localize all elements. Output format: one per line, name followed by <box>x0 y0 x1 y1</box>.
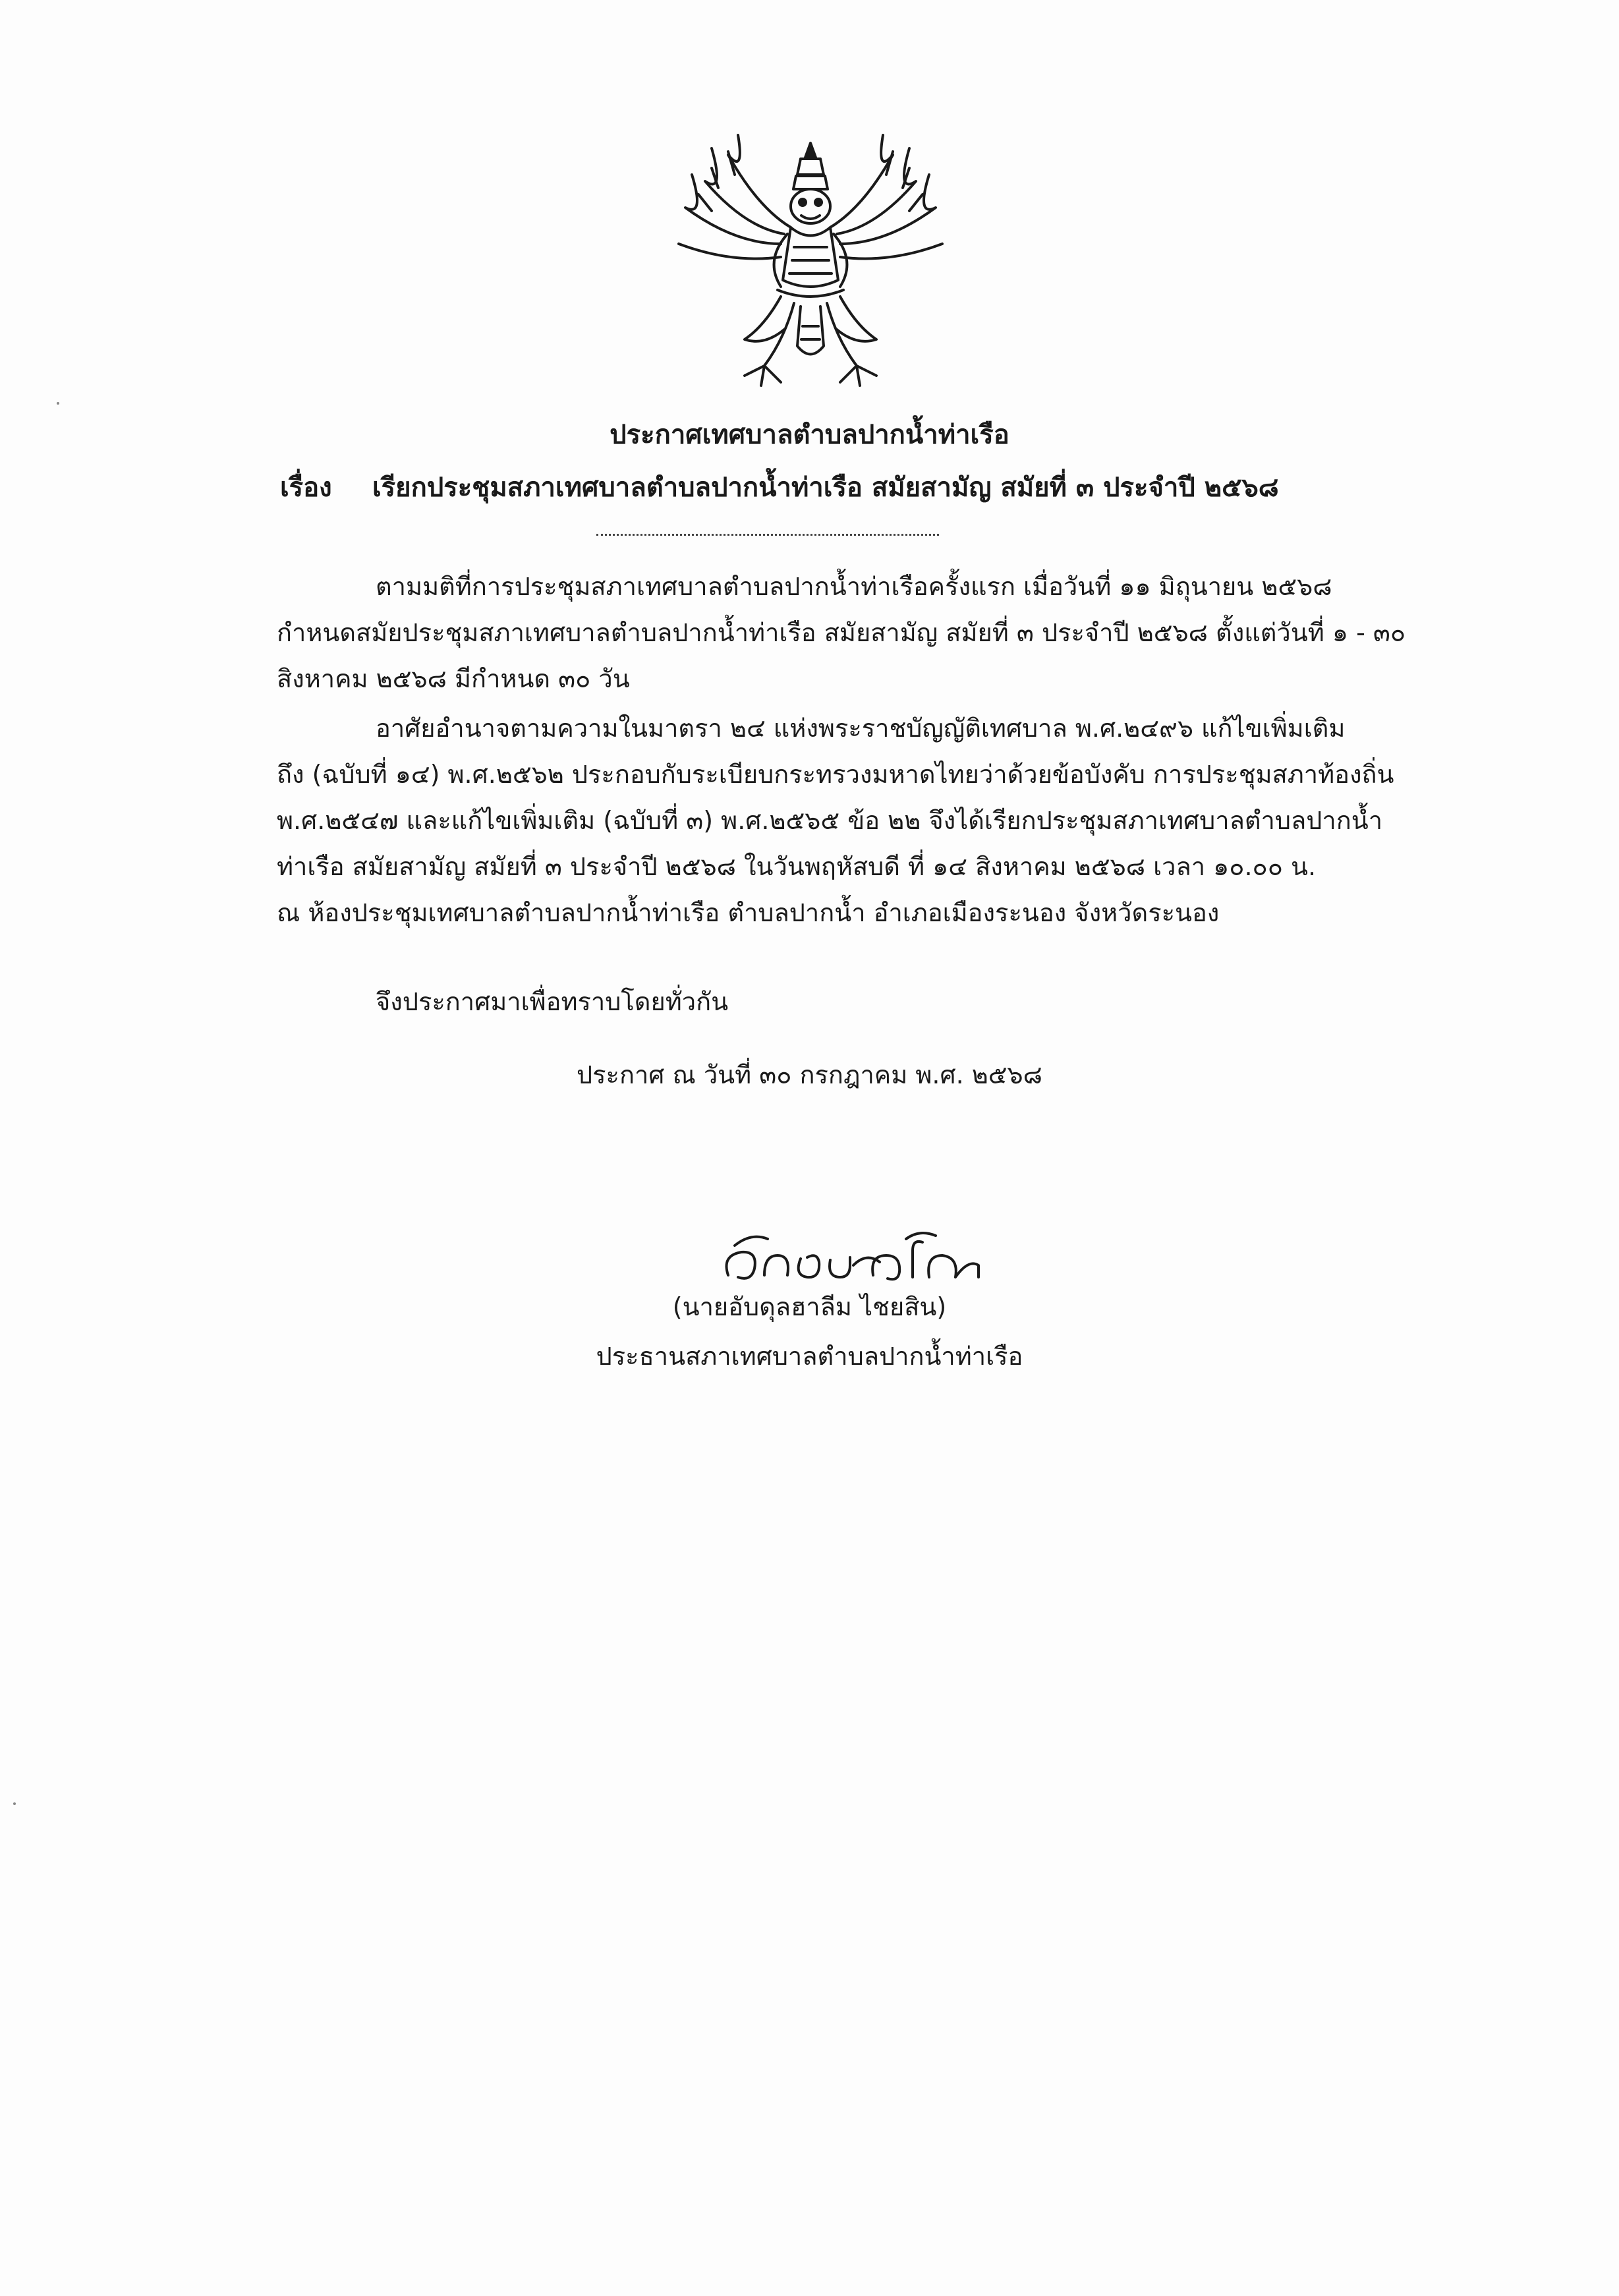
title-divider <box>596 534 939 536</box>
subject-label: เรื่อง <box>280 473 332 503</box>
document-title: ประกาศเทศบาลตำบลปากน้ำท่าเรือ <box>610 420 1009 450</box>
signer-position: ประธานสภาเทศบาลตำบลปากน้ำท่าเรือ <box>596 1342 1023 1371</box>
signer-name: (นายอับดุลฮาลีม ไชยสิน) <box>672 1292 947 1321</box>
paragraph-line: ถึง (ฉบับที่ ๑๔) พ.ศ.๒๕๖๒ ประกอบกับระเบียบกระทรวงมหาดไทยว่าด้วยข้อบังคับ การประชุมสภาท้องถิ่น <box>277 760 1394 789</box>
paragraph-line: กำหนดสมัยประชุมสภาเทศบาลตำบลปากน้ำท่าเรือ สมัยสามัญ สมัยที่ ๓ ประจำปี ๒๕๖๘ ตั้งแต่วันที่ ๑ - ๓๐ <box>277 618 1406 647</box>
paragraph-line: จึงประกาศมาเพื่อทราบโดยทั่วกัน <box>376 987 729 1016</box>
document-subject <box>280 469 1400 506</box>
paragraph-closing <box>277 979 1450 1025</box>
paragraph-authority <box>277 705 1450 936</box>
garuda-emblem-icon <box>666 129 955 392</box>
paragraph-line: ท่าเรือ สมัยสามัญ สมัยที่ ๓ ประจำปี ๒๕๖๘ ในวันพฤหัสบดี ที่ ๑๔ สิงหาคม ๒๕๖๘ เวลา ๑๐.๐๐ น. <box>277 852 1317 881</box>
handwritten-signature <box>715 1219 992 1292</box>
paragraph-line: พ.ศ.๒๕๔๗ และแก้ไขเพิ่มเติม (ฉบับที่ ๓) พ.ศ.๒๕๖๕ ข้อ ๒๒ จึงได้เรียกประชุมสภาเทศบาลตำบลปากน้ำ <box>277 806 1383 835</box>
paragraph-line: อาศัยอำนาจตามความในมาตรา ๒๔ แห่งพระราชบัญญัติเทศบาล พ.ศ.๒๔๙๖ แก้ไขเพิ่มเติม <box>376 714 1346 743</box>
announcement-date: ประกาศ ณ วันที่ ๓๐ กรกฎาคม พ.ศ. ๒๕๖๘ <box>577 1060 1042 1089</box>
scan-speck <box>57 402 59 405</box>
paragraph-line: ณ ห้องประชุมเทศบาลตำบลปากน้ำท่าเรือ ตำบลปากน้ำ อำเภอเมืองระนอง จังหวัดระนอง <box>277 898 1220 927</box>
paragraph-resolution <box>277 563 1450 702</box>
subject-text: เรียกประชุมสภาเทศบาลตำบลปากน้ำท่าเรือ สมัยสามัญ สมัยที่ ๓ ประจำปี ๒๕๖๘ <box>372 473 1279 503</box>
paragraph-line: ตามมติที่การประชุมสภาเทศบาลตำบลปากน้ำท่าเรือครั้งแรก เมื่อวันที่ ๑๑ มิถุนายน ๒๕๖๘ <box>376 572 1332 601</box>
paragraph-line: สิงหาคม ๒๕๖๘ มีกำหนด ๓๐ วัน <box>277 664 630 693</box>
scan-speck <box>13 1802 16 1805</box>
